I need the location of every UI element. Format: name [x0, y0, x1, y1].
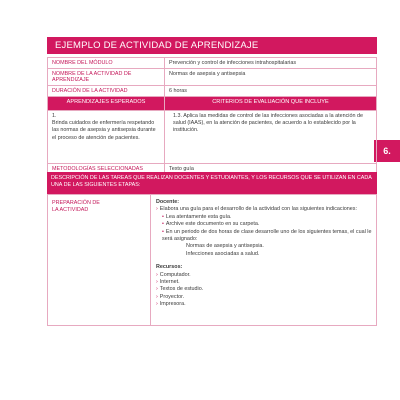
aprendizaje-text: Brinda cuidados de enfermería respetando las normas de asepsia y antisepsia durante el proceso de atención de pacientes. [52, 120, 156, 141]
page-title: EJEMPLO DE ACTIVIDAD DE APRENDIZAJE [47, 37, 377, 54]
duracion-value: 6 horas [165, 86, 377, 97]
docente-subitem: • Lea atentamente esta guía. [162, 213, 232, 220]
arrow-icon: › [156, 293, 158, 300]
recurso-item: › Textos de estudio. [156, 286, 204, 293]
docente-title: Docente: [156, 199, 180, 205]
tema-item: Infecciones asociadas a salud. [186, 250, 260, 257]
column-divider [150, 195, 151, 325]
modulo-value: Prevención y control de infecciones intrahospitalarias [165, 58, 377, 69]
recursos-title: Recursos: [156, 264, 183, 271]
bullet-icon: • [162, 213, 164, 220]
docente-subitem: • Archive este documento en su carpeta. [162, 221, 260, 228]
aprendizaje-number: 1. [52, 113, 57, 119]
descripcion-header: DESCRIPCIÓN DE LAS TAREAS QUE REALIZAN DOCENTES Y ESTUDIANTES, Y LOS RECURSOS QUE SE UTILIZAN EN CADA UNA DE LAS SIGUIENTES ETAPAS: [47, 172, 377, 194]
recurso-item: › Impresora. [156, 301, 186, 308]
arrow-icon: › [156, 279, 158, 286]
recurso-item: › Computador. [156, 271, 191, 278]
criterio-text: 1.3. Aplica las medidas de control de las infecciones asociadas a la atención de salud (IAAS), en la atención de pacientes, de acuerdo a lo establecido por la institución. [165, 111, 377, 164]
metodologias-label: METODOLOGÍAS SELECCIONADAS [48, 164, 165, 175]
docente-subitem: • En un periodo de dos horas de clase desarrolle uno de los siguientes temas, el cual le será asignado: [162, 228, 372, 243]
chapter-tab: 6. [374, 140, 400, 162]
activity-info-table [47, 57, 377, 175]
recurso-item: › Internet. [156, 279, 180, 286]
aprendizajes-header: APRENDIZAJES ESPERADOS [48, 97, 165, 111]
criterios-header: CRITERIOS DE EVALUACIÓN QUE INCLUYE [165, 97, 377, 111]
preparacion-body [156, 199, 374, 309]
bullet-icon: • [162, 228, 164, 235]
duracion-label: DURACIÓN DE LA ACTIVIDAD [48, 86, 165, 97]
docente-item: › Elabora una guía para el desarrollo de la actividad con las siguientes indicaciones: [156, 206, 357, 213]
arrow-icon: › [156, 206, 158, 213]
preparacion-label: PREPARACIÓN DE LA ACTIVIDAD [52, 200, 100, 213]
arrow-icon: › [156, 286, 158, 293]
actividad-label: NOMBRE DE LA ACTIVIDAD DE APRENDIZAJE [48, 69, 165, 86]
preparacion-section [47, 194, 377, 326]
tema-item: Normas de asepsia y antisepsia. [186, 243, 264, 250]
recurso-item: › Proyector. [156, 293, 185, 300]
metodologias-value: Texto guía [165, 164, 377, 175]
aprendizaje-cell [48, 111, 165, 164]
actividad-value: Normas de asepsia y antisepsia [165, 69, 377, 86]
arrow-icon: › [156, 301, 158, 308]
arrow-icon: › [156, 271, 158, 278]
bullet-icon: • [162, 221, 164, 228]
modulo-label: NOMBRE DEL MÓDULO [48, 58, 165, 69]
